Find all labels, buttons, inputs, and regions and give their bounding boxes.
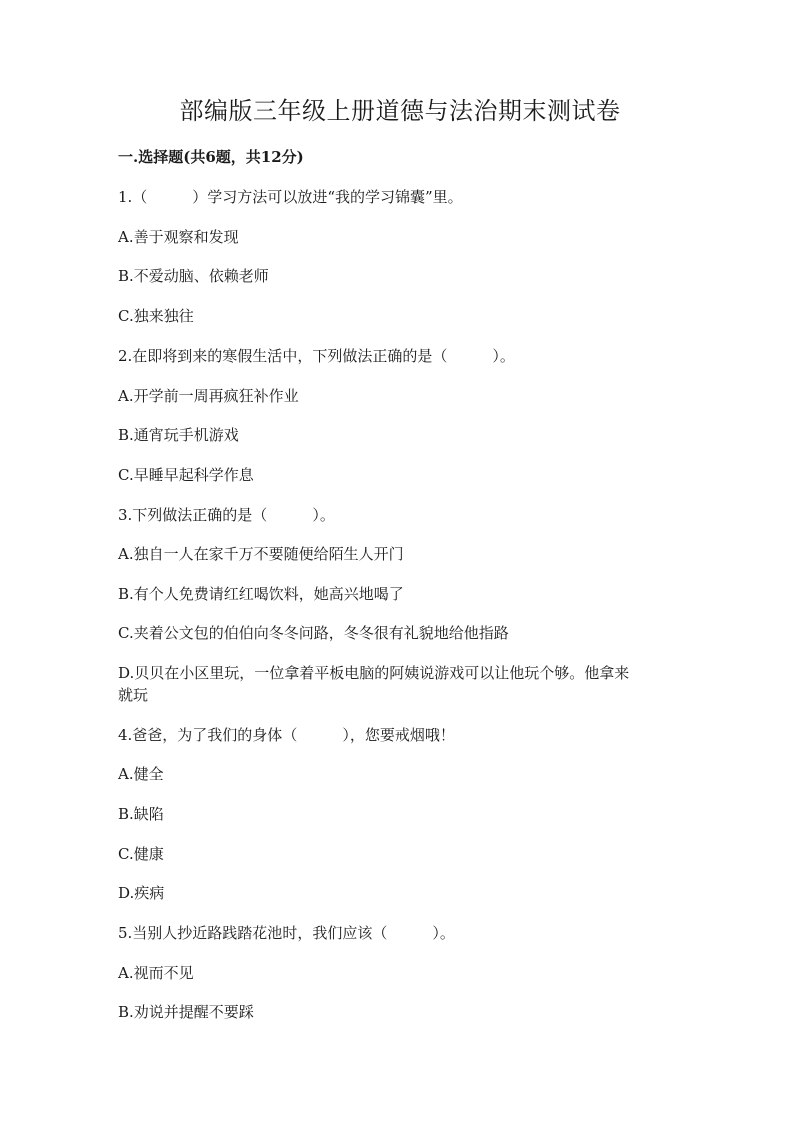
- question-1-stem: 1.（ ）学习方法可以放进“我的学习锦囊”里。: [118, 188, 463, 206]
- question-1-option-b: B.不爱动脑、依赖老师: [118, 267, 269, 285]
- question-3-option-d: D.贝贝在小区里玩，一位拿着平板电脑的阿姨说游戏可以让他玩个够。他拿来: [118, 664, 630, 682]
- question-3-option-d-continued: 就玩: [118, 686, 149, 704]
- question-5-option-a: A.视而不见: [118, 964, 194, 982]
- question-4-option-b: B.缺陷: [118, 805, 164, 823]
- section-heading: 一.选择题(共6题，共12分): [118, 148, 304, 166]
- question-2-option-b: B.通宵玩手机游戏: [118, 426, 239, 444]
- question-3-option-a: A.独自一人在家千万不要随便给陌生人开门: [118, 545, 404, 563]
- question-4-option-d: D.疾病: [118, 884, 165, 902]
- question-3-option-b: B.有个人免费请红红喝饮料，她高兴地喝了: [118, 585, 404, 603]
- question-1-option-a: A.善于观察和发现: [118, 228, 239, 246]
- page-title: 部编版三年级上册道德与法治期末测试卷: [179, 97, 621, 125]
- question-3-stem: 3.下列做法正确的是（ ）。: [118, 506, 335, 524]
- question-4-stem: 4.爸爸，为了我们的身体（ ），您要戒烟哦！: [118, 726, 455, 744]
- question-1-option-c: C.独来独往: [118, 307, 194, 325]
- question-2-option-c: C.早睡早起科学作息: [118, 466, 254, 484]
- question-2-stem: 2.在即将到来的寒假生活中，下列做法正确的是（ ）。: [118, 347, 515, 365]
- question-3-option-c: C.夹着公文包的伯伯向冬冬问路，冬冬很有礼貌地给他指路: [118, 624, 509, 642]
- question-2-option-a: A.开学前一周再疯狂补作业: [118, 387, 299, 405]
- question-4-option-a: A.健全: [118, 765, 164, 783]
- question-4-option-c: C.健康: [118, 845, 164, 863]
- question-5-option-b: B.劝说并提醒不要踩: [118, 1003, 254, 1021]
- question-5-stem: 5.当别人抄近路践踏花池时，我们应该（ ）。: [118, 924, 455, 942]
